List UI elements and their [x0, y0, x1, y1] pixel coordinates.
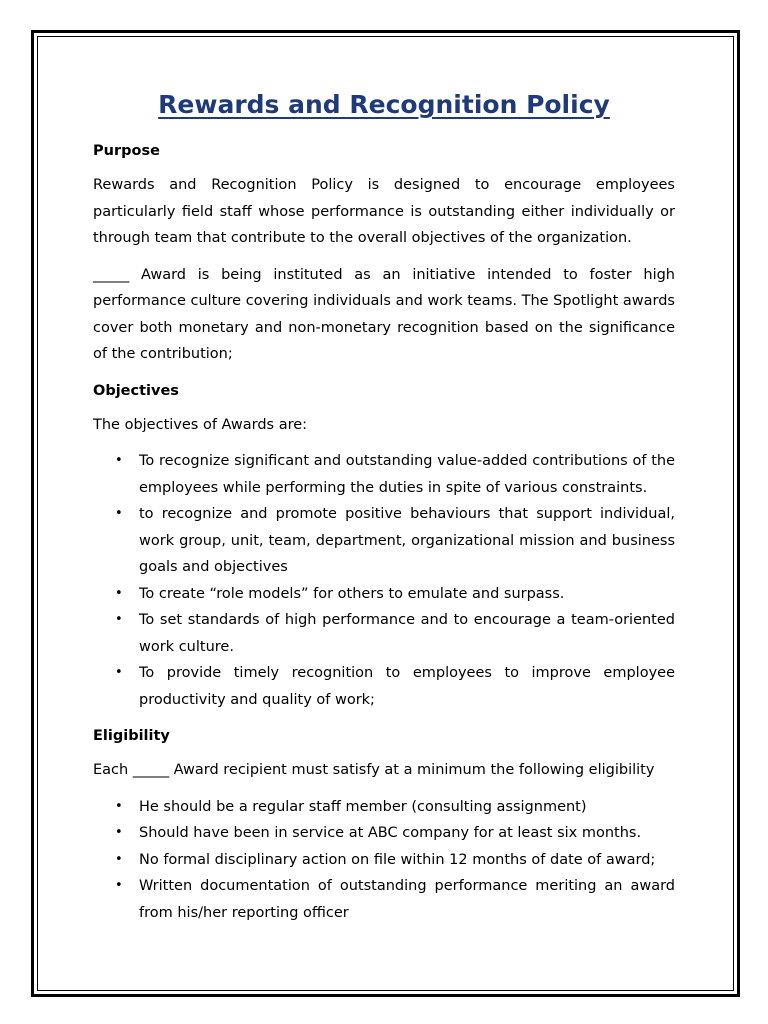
- objective-text: To recognize significant and outstanding value-added contributions of the employees while performing the duties in spite of various constraints.: [139, 453, 675, 496]
- bullet-icon: •: [115, 612, 123, 627]
- bullet-icon: •: [115, 825, 123, 840]
- eligibility-item: [93, 847, 675, 874]
- bullet-icon: •: [115, 798, 123, 814]
- eligibility-text: No formal disciplinary action on file within 12 months of date of award;: [139, 851, 656, 868]
- objective-text: To provide timely recognition to employees to improve employee productivity and quality of work;: [139, 665, 675, 708]
- bullet-icon: •: [115, 878, 123, 893]
- objective-item: [93, 607, 675, 660]
- eligibility-item: [93, 794, 675, 821]
- bullet-icon: •: [115, 453, 123, 468]
- purpose-paragraph-1: Rewards and Recognition Policy is designed to encourage employees particularly field staff whose performance is outstanding either individually or through team that contribute to the overall objectives of the organization.: [93, 177, 675, 246]
- eligibility-heading: Eligibility: [93, 728, 170, 744]
- objective-item: [93, 581, 675, 608]
- objectives-list: [93, 448, 675, 713]
- bullet-icon: •: [115, 665, 123, 680]
- bullet-icon: •: [115, 506, 123, 521]
- objective-item: [93, 501, 675, 581]
- purpose-heading: Purpose: [93, 143, 160, 159]
- bullet-icon: •: [115, 585, 123, 601]
- eligibility-text: He should be a regular staff member (consulting assignment): [139, 798, 587, 815]
- eligibility-item: [93, 820, 675, 847]
- objective-text: To set standards of high performance and to encourage a team-oriented work culture.: [139, 612, 675, 655]
- purpose-paragraph-2: _____ Award is being instituted as an initiative intended to foster high performance culture covering individuals and work teams. The Spotlight awards cover both monetary and non-monetary recognition based on the significance of the contribution;: [93, 266, 675, 362]
- objective-text: To create “role models” for others to emulate and surpass.: [139, 585, 565, 602]
- objective-text: to recognize and promote positive behaviours that support individual, work group, unit, team, department, organizational mission and business goals and objectives: [139, 506, 675, 575]
- objectives-intro: The objectives of Awards are:: [93, 416, 308, 433]
- objective-item: [93, 660, 675, 713]
- eligibility-intro: Each _____ Award recipient must satisfy at a minimum the following eligibility: [93, 762, 655, 778]
- document-title: Rewards and Recognition Policy: [158, 90, 610, 119]
- eligibility-list: [93, 794, 675, 927]
- eligibility-text: Written documentation of outstanding performance meriting an award from his/her reporting officer: [139, 878, 675, 921]
- eligibility-text: Should have been in service at ABC company for at least six months.: [139, 825, 642, 841]
- bullet-icon: •: [115, 851, 123, 867]
- objective-item: [93, 448, 675, 501]
- eligibility-item: [93, 873, 675, 926]
- objectives-heading: Objectives: [93, 382, 179, 399]
- document-body: [93, 88, 675, 936]
